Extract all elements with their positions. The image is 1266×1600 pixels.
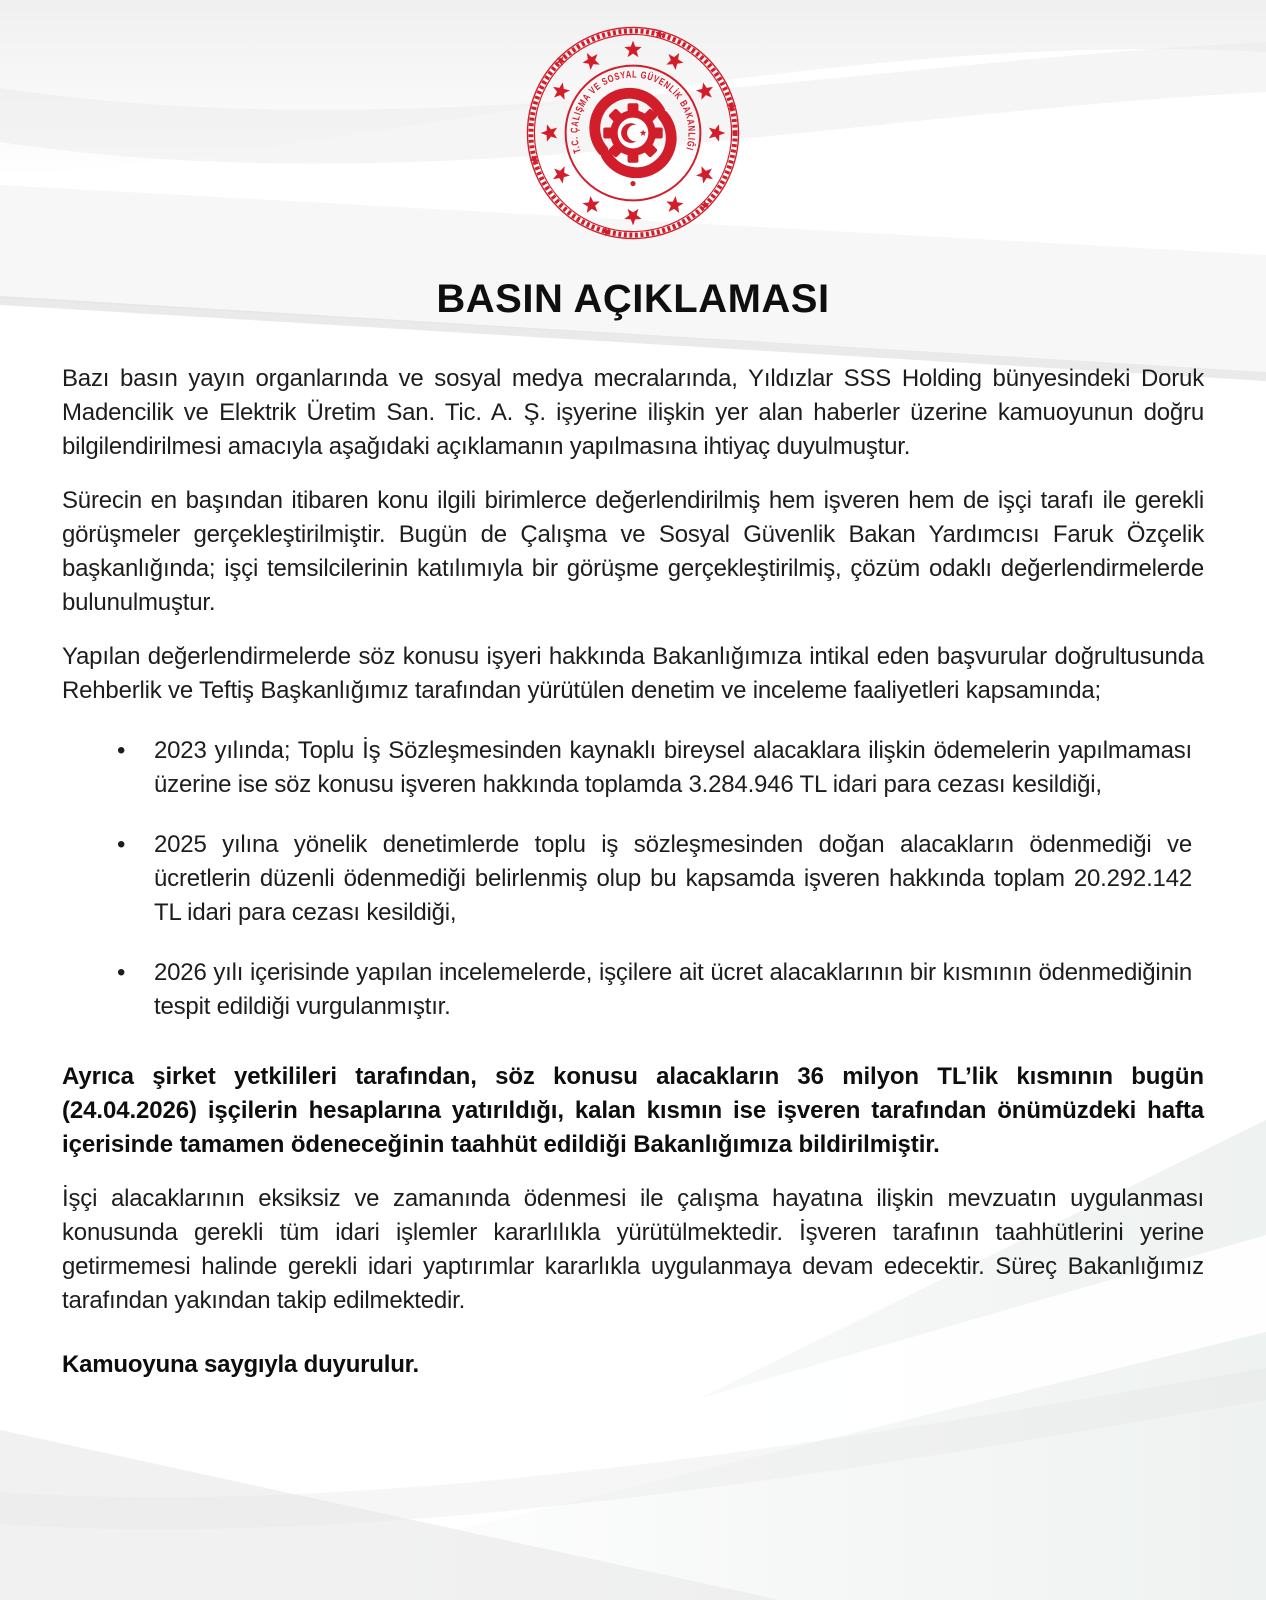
press-release-body [62,362,1204,1382]
bullet-icon: • [117,959,126,986]
list-item-text: 2026 yılı içerisinde yapılan incelemelerde, işçilere ait ücret alacaklarının bir kısmının ödenmediğinin tespit edildiği vurgulanmıştır. [154,959,1192,1020]
gear-icon [603,103,662,162]
page-title: BASIN AÇIKLAMASI [436,277,830,321]
bullet-icon: • [117,831,126,858]
list-item-text: 2023 yılında; Toplu İş Sözleşmesinden kaynaklı bireysel alacaklara ilişkin ödemelerin yapılmaması üzerine ise söz konusu işveren hakkında toplamda 3.284.946 TL idari para cezası kesildiği, [154,737,1192,798]
seal-bottom-dot [630,181,635,186]
findings-list [62,734,1204,1024]
list-item [62,956,1204,1024]
bullet-icon: • [117,737,126,764]
ministry-seal-logo [524,24,742,242]
intro-paragraph-1: Bazı basın yayın organlarında ve sosyal medya mecralarında, Yıldızlar SSS Holding bünyesindeki Doruk Madencilik ve Elektrik Üretim San. Tic. A. Ş. işyerine ilişkin yer alan haberler üzerine kamuoyunun doğru bilgilendirilmesi amacıyla aşağıdaki açıklamanın yapılmasına ihtiyaç duyulmuştur. [62,365,1204,460]
document-header [0,0,1266,322]
payment-commitment-paragraph: Ayrıca şirket yetkilileri tarafından, söz konusu alacakların 36 milyon TL’lik kısmının bugün (24.04.2026) işçilerin hesaplarına yatırıldığı, kalan kısmın ise işveren tarafından önümüzdeki hafta içerisinde tamamen ödeneceğinin taahhüt edildiği Bakanlığımıza bildirilmiştir. [62,1063,1204,1158]
list-item [62,734,1204,802]
signoff-line: Kamuoyuna saygıyla duyurulur. [62,1351,419,1378]
closing-paragraph: İşçi alacaklarının eksiksiz ve zamanında ödenmesi ile çalışma hayatına ilişkin mevzuatın uygulanması konusunda gerekli tüm idari işlemler kararlılıkla yürütülmektedir. İşveren tarafının taahhütlerini yerine getirmemesi halinde gerekli idari yaptırımlar kararlıkla uygulanmaya devam edecektir. Süreç Bakanlığımız tarafından yakından takip edilmektedir. [62,1185,1204,1314]
list-item-text: 2025 yılına yönelik denetimlerde toplu iş sözleşmesinden doğan alacakların ödenmediği ve ücretlerin düzenli ödenmediği belirlenmiş olup bu kapsamda işveren hakkında toplam 20.292.142 TL idari para cezası kesildiği, [154,831,1192,926]
list-item [62,828,1204,930]
intro-paragraph-2: Sürecin en başından itibaren konu ilgili birimlerce değerlendirilmiş hem işveren hem de işçi tarafı ile gerekli görüşmeler gerçekleştirilmiştir. Bugün de Çalışma ve Sosyal Güvenlik Bakan Yardımcısı Faruk Özçelik başkanlığında; işçi temsilcilerinin katılımıyla bir görüşme gerçekleştirilmiş, çözüm odaklı değerlendirmelerde bulunulmuştur. [62,487,1204,616]
intro-paragraph-3: Yapılan değerlendirmelerde söz konusu işyeri hakkında Bakanlığımıza intikal eden başvurular doğrultusunda Rehberlik ve Teftiş Başkanlığımız tarafından yürütülen denetim ve inceleme faaliyetleri kapsamında; [62,643,1204,704]
seal-circular-text: T.C. ÇALIŞMA VE SOSYAL GÜVENLİK BAKANLIĞI [569,69,697,155]
